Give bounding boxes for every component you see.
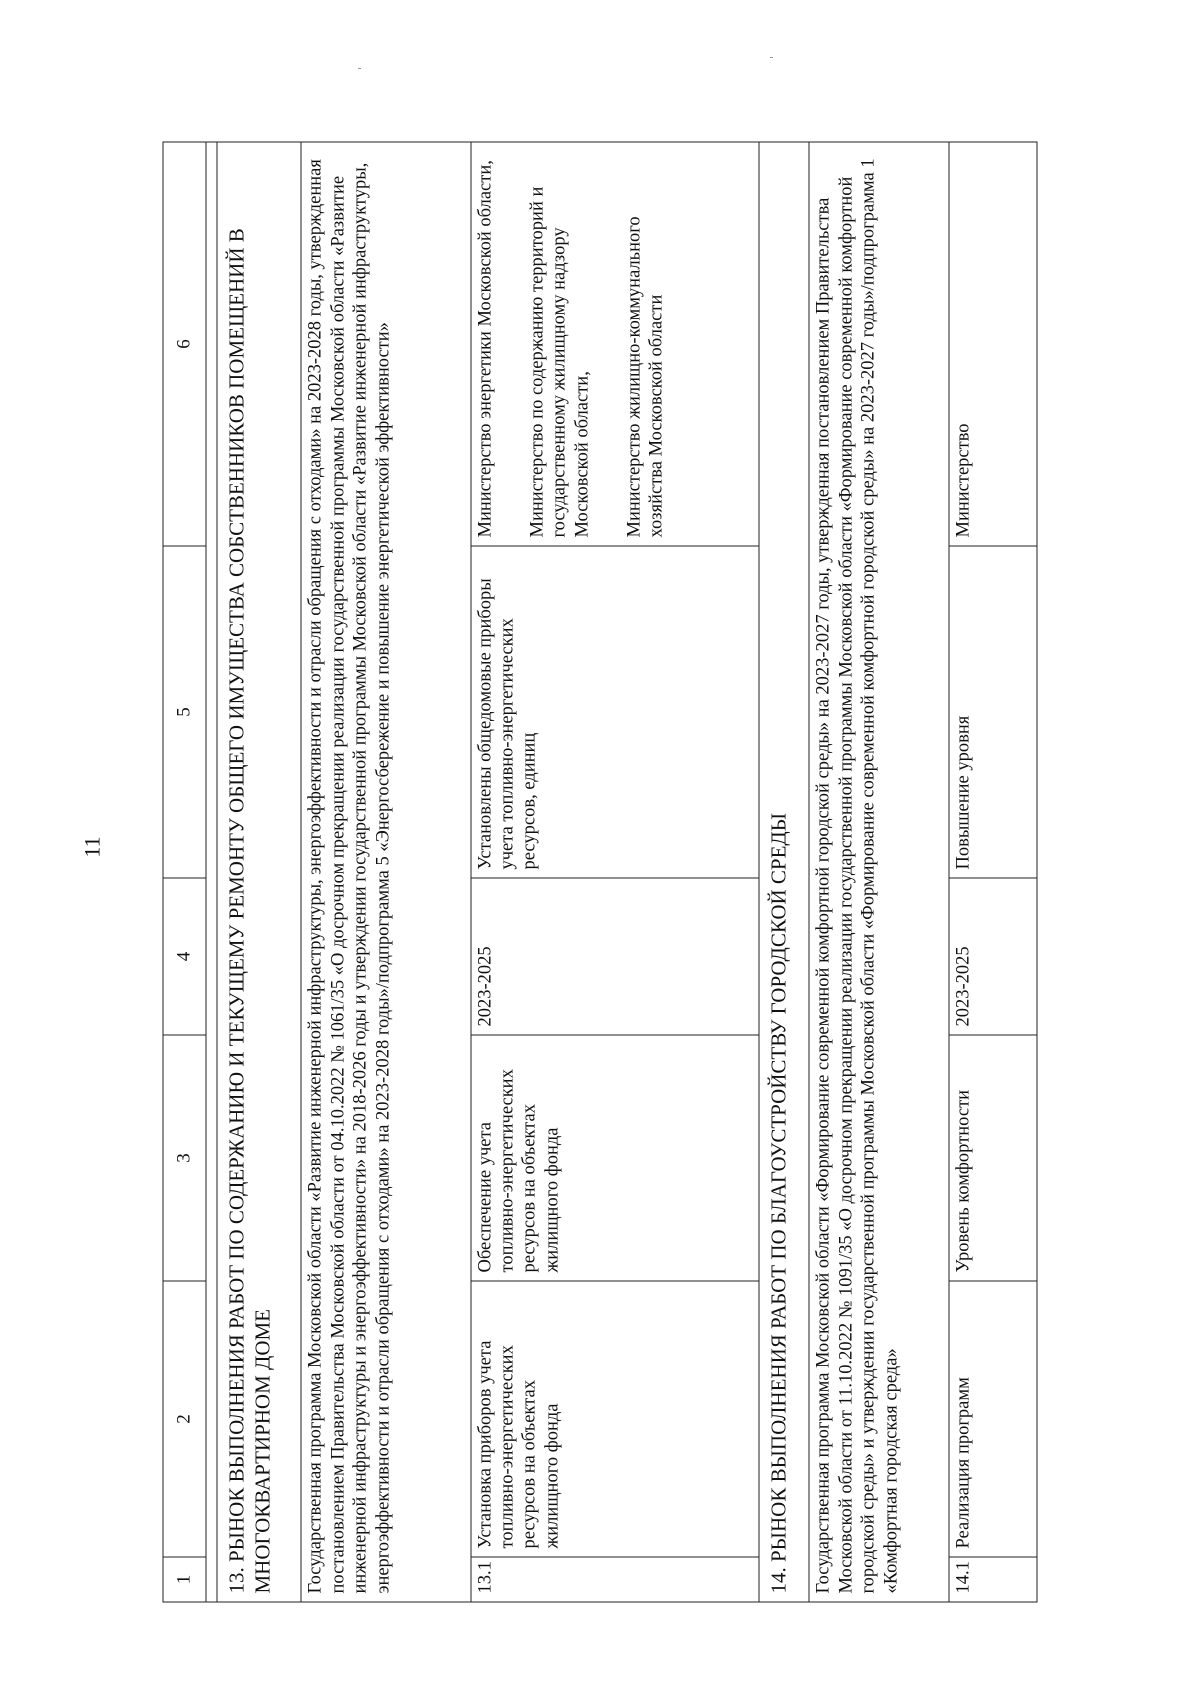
period-cell: 2023-2025 [949,878,1037,1035]
measures-table [163,141,1038,1602]
scan-speck [770,57,773,58]
executors-cell [471,142,759,546]
result-cell: Повышение уровня [949,546,1037,878]
section-14-program-row [809,142,949,1602]
column-number: 2 [163,1281,206,1557]
activity-cell: Реализация программ [949,1281,1037,1557]
section-13-program-row [301,142,471,1602]
task-cell: Уровень комфортности [949,1035,1037,1281]
column-number: 1 [163,1557,206,1602]
column-number: 6 [163,142,206,546]
section-13-program: Государственная программа Московской области «Развитие инженерной инфраструктуры, энергоэффективности и отрасли обращения с отходами» на 2023-2028 годы, утвержденная постановлением Правительства Московской области от 04.10.2022 № 1061/35 «О досрочном прекращении реализации государственной программы Московской области «Развитие инженерной инфраструктуры и энергоэффективности» на 2018-2026 годы и утверждении государственной программы Московской области «Развитие инженерной инфраструктуры, энергоэффективности и отрасли обращения с отходами» на 2023-2028 годы»/подпрограмма 5 «Энергосбережение и повышение энергетической эффективности» [301,142,471,1602]
result-cell: Установлены общедомовые приборы учета топливно-энергетических ресурсов, единиц [471,546,759,878]
column-number: 3 [163,1035,206,1281]
activity-cell: Установка приборов учета топливно-энергетических ресурсов на объектах жилищного фонда [471,1281,759,1557]
section-14-heading-row [759,142,809,1602]
task-cell: Обеспечение учета топливно-энергетических ресурсов на объектах жилищного фонда [471,1035,759,1281]
landscape-sheet [163,142,1038,1602]
row-number: 13.1 [471,1557,759,1602]
section-14-title: 14. РЫНОК ВЫПОЛНЕНИЯ РАБОТ ПО БЛАГОУСТРОЙСТВУ ГОРОДСКОЙ СРЕДЫ [759,142,809,1602]
period-cell: 2023-2025 [471,878,759,1035]
section-13-title: 13. РЫНОК ВЫПОЛНЕНИЯ РАБОТ ПО СОДЕРЖАНИЮ И ТЕКУЩЕМУ РЕМОНТУ ОБЩЕГО ИМУЩЕСТВА СОБСТВЕННИКОВ ПОМЕЩЕНИЙ В МНОГОКВАРТИРНОМ ДОМЕ [217,142,301,1602]
executor-cell: Министерство [949,142,1037,546]
scan-speck [358,68,361,69]
row-number: 14.1 [949,1557,1037,1602]
page-number: 11 [79,836,105,858]
table-row [949,142,1037,1602]
table-row [471,142,759,1602]
executor: Министерство по содержанию территорий и государственному жилищному надзору Московской области, [527,186,593,537]
executor: Министерство жилищно-коммунального хозяйства Московской области [624,215,667,537]
column-number: 4 [163,878,206,1035]
section-14-program: Государственная программа Московской области «Формирование современной комфортной городской среды» на 2023-2027 годы, утвержденная постановлением Правительства Московской области от 11.10.2022 № 1091/35 «О досрочном прекращении реализации государственной программы Московской области «Формирование современной комфортной городской среды» и утверждении государственной программы Московской области «Формирование современной комфортной городской среды» на 2023-2027 годы»/подпрограмма 1 «Комфортная городская среда» [809,142,949,1602]
section-13-heading-row [217,142,301,1602]
column-number: 5 [163,546,206,878]
executor: Министерство энергетики Московской области, [475,159,496,537]
column-numbers-row [163,142,206,1602]
